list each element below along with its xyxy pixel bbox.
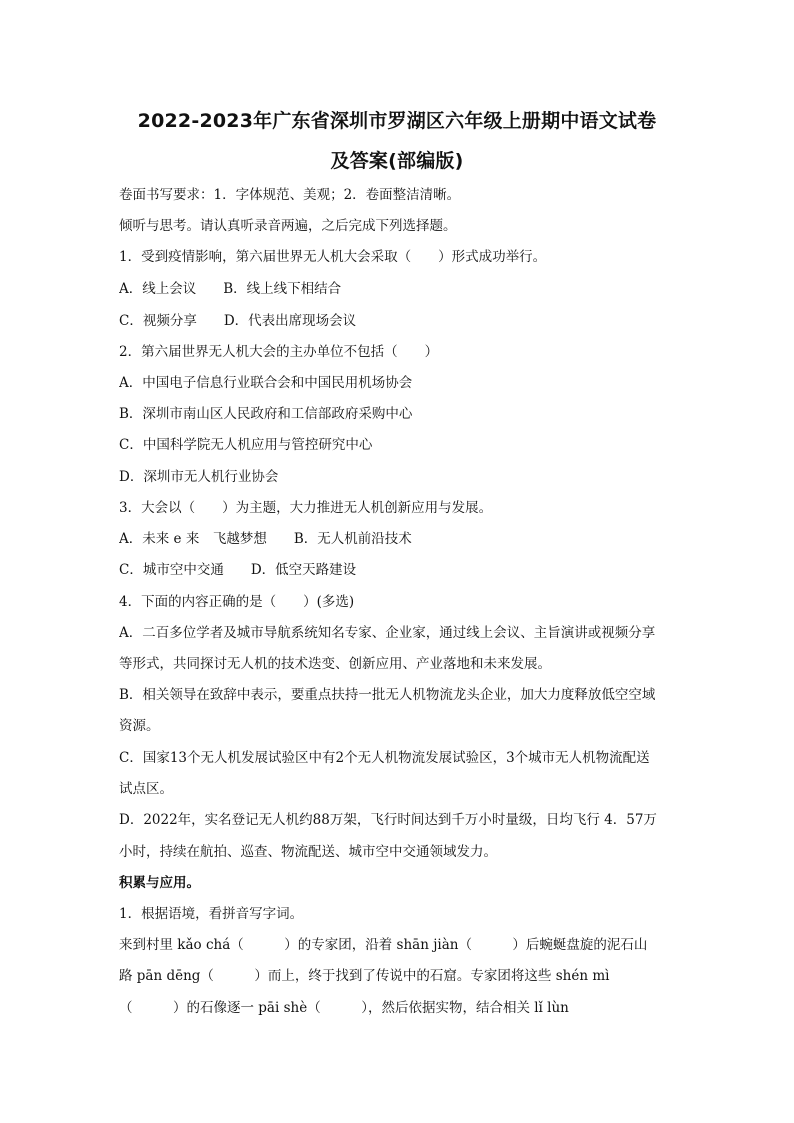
question-4-option-b-line2: 资源。 — [119, 718, 160, 734]
document-title-line1: 2022-2023年广东省深圳市罗湖区六年级上册期中语文试卷 — [137, 110, 657, 132]
question-2-stem: 2．第六届世界无人机大会的主办单位不包括（ ） — [119, 344, 439, 360]
question-2-option-b: B．深圳市南山区人民政府和工信部政府采购中心 — [119, 406, 413, 422]
pinyin-passage-line3: （ ）的石像逐一 pāi shè（ ），然后依据实物，结合相关 lǐ lùn — [119, 1000, 569, 1016]
question-3-options-cd: C．城市空中交通 D．低空天路建设 — [119, 562, 357, 578]
writing-requirement: 卷面书写要求：1．字体规范、美观；2．卷面整洁清晰。 — [119, 187, 461, 203]
question-3-options-ab: A．未来 e 来 飞越梦想 B．无人机前沿技术 — [119, 531, 412, 547]
question-1-options-ab: A．线上会议 B．线上线下相结合 — [119, 281, 342, 297]
question-4-option-c-line1: C．国家13个无人机发展试验区中有2个无人机物流发展试验区，3个城市无人机物流配送 — [119, 750, 650, 766]
question-4-option-b-line1: B．相关领导在致辞中表示，要重点扶持一批无人机物流龙头企业，加大力度释放低空空域 — [119, 687, 656, 703]
question-3-stem: 3．大会以（ ）为主题，大力推进无人机创新应用与发展。 — [119, 500, 493, 516]
question-4-option-d-line2: 小时，持续在航拍、巡查、物流配送、城市空中交通领域发力。 — [119, 844, 497, 860]
question-4-option-a-line2: 等形式，共同探讨无人机的技术迭变、创新应用、产业落地和未来发展。 — [119, 656, 551, 672]
question-4-option-c-line2: 试点区。 — [119, 781, 173, 797]
question-2-option-d: D．深圳市无人机行业协会 — [119, 469, 279, 485]
question-4-option-d-line1: D．2022年，实名登记无人机约88万架，飞行时间达到千万小时量级，日均飞行 4．57万 — [119, 812, 657, 828]
question-4-stem: 4．下面的内容正确的是（ ）(多选) — [119, 594, 355, 610]
document-title-line2: 及答案(部编版) — [330, 150, 464, 172]
listening-instruction: 倾听与思考。请认真听录音两遍，之后完成下列选择题。 — [119, 218, 457, 234]
section2-question-1-stem: 1．根据语境，看拼音写字词。 — [119, 906, 304, 922]
question-1-stem: 1．受到疫情影响，第六届世界无人机大会采取（ ）形式成功举行。 — [119, 249, 547, 265]
pinyin-passage-line1: 来到村里 kǎo chá（ ）的专家团，沿着 shān jiàn（ ）后蜿蜒盘旋的泥石山 — [119, 937, 648, 953]
question-4-option-a-line1: A．二百多位学者及城市导航系统知名专家、企业家，通过线上会议、主旨演讲或视频分享 — [119, 625, 656, 641]
pinyin-passage-line2: 路 pān dēng（ ）而上，终于找到了传说中的石窟。专家团将这些 shén mì — [119, 968, 610, 984]
section-heading-accumulation: 积累与应用。 — [119, 875, 200, 891]
question-1-options-cd: C．视频分享 D．代表出席现场会议 — [119, 313, 357, 329]
question-2-option-a: A．中国电子信息行业联合会和中国民用机场协会 — [119, 375, 413, 391]
question-2-option-c: C．中国科学院无人机应用与管控研究中心 — [119, 437, 373, 453]
